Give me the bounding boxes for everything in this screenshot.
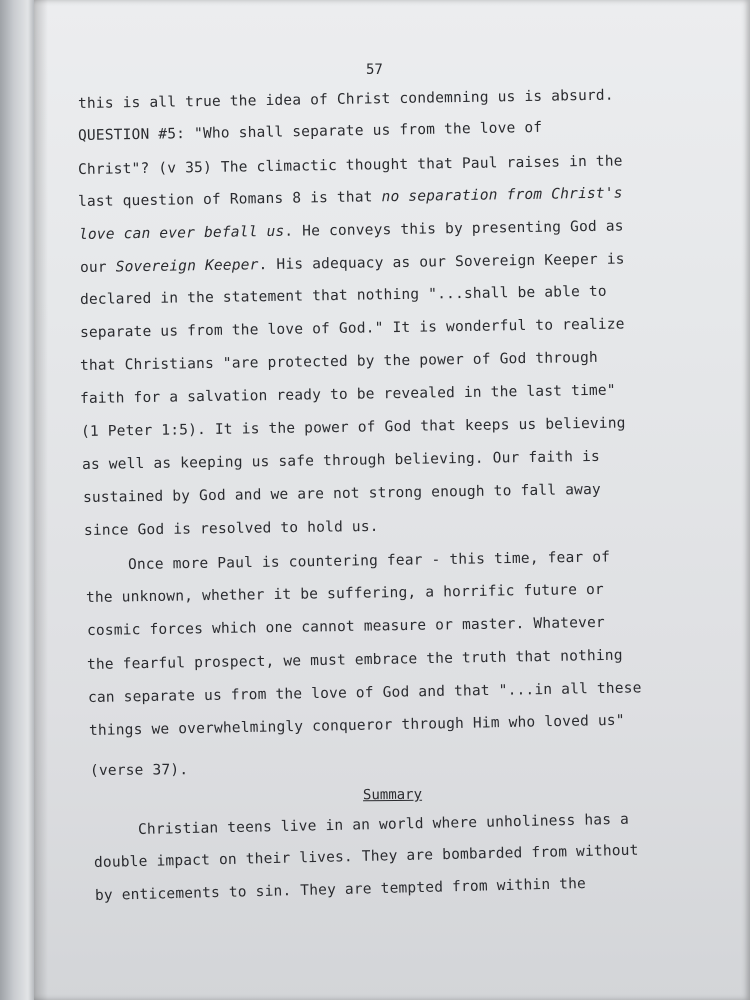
page-number: 57	[366, 62, 383, 78]
text-line	[90, 762, 188, 779]
text-line	[84, 519, 379, 539]
text-line	[78, 88, 614, 112]
text-run: Once more Paul is countering fear - this time, fear of	[127, 549, 611, 573]
text-run: QUESTION #5: "Who shall separate us from the love of	[77, 119, 543, 144]
text-run: sustained by God and we are not strong enough to fall away	[82, 481, 601, 506]
text-run: the fearful prospect, we must embrace the truth that nothing	[86, 647, 623, 673]
text-run: as well as keeping us safe through believing. Our faith is	[81, 448, 600, 473]
italic-text-run: Sovereign Keeper	[115, 257, 259, 276]
text-line	[87, 648, 623, 673]
text-line	[78, 185, 623, 210]
text-line	[86, 582, 604, 606]
body-text	[34, 0, 750, 1000]
document-page	[34, 0, 750, 1000]
italic-text-run: no separation from Christ's	[381, 185, 623, 206]
text-line	[88, 680, 642, 706]
text-line	[138, 812, 629, 838]
text-line	[78, 120, 543, 144]
text-line	[80, 251, 625, 276]
text-run: double impact on their lives. They are bombarded from without	[93, 842, 639, 871]
text-run: (verse 37).	[89, 762, 189, 779]
text-run: Christian teens live in an world where unholiness has a	[137, 811, 630, 838]
text-run: cosmic forces which one cannot measure or master. Whatever	[86, 614, 605, 639]
text-run: (1 Peter 1:5). It is the power of God that keeps us believing	[80, 415, 626, 440]
text-run: the unknown, whether it be suffering, a horrific future or	[85, 581, 604, 606]
text-run: separate us from the love of God." It is wonderful to realize	[79, 316, 625, 341]
text-line	[128, 549, 610, 573]
text-line	[80, 284, 607, 308]
text-run: our	[79, 259, 116, 276]
text-run: . His adequacy as our Sovereign Keeper is	[258, 251, 625, 274]
text-line	[95, 876, 586, 904]
text-line	[80, 350, 598, 374]
text-line	[79, 218, 624, 243]
text-line	[94, 843, 639, 871]
text-run: declared in the statement that nothing "...shall be able to	[79, 283, 607, 308]
text-run: Christ"? (v 35) The climactic thought that Paul raises in the	[77, 153, 623, 178]
text-run: this is all true the idea of Christ condemning us is absurd.	[77, 87, 614, 112]
text-line	[78, 153, 623, 178]
text-run: since God is resolved to hold us.	[83, 518, 379, 539]
text-run: that Christians "are protected by the power of God through	[79, 349, 598, 374]
text-run: . He conveys this by presenting God as	[284, 218, 624, 240]
text-line	[81, 415, 626, 440]
text-line	[83, 482, 601, 506]
text-line	[82, 449, 600, 473]
text-line	[80, 316, 625, 341]
section-heading-summary: Summary	[362, 786, 423, 804]
text-run: can separate us from the love of God and that "...in all these	[87, 680, 642, 706]
previous-page-edge	[0, 0, 34, 1000]
text-run: faith for a salvation ready to be revealed in the last time"	[79, 382, 616, 407]
italic-text-run: love can ever befall us	[78, 223, 285, 243]
text-run: things we overwhelmingly conqueror through Him who loved us"	[88, 712, 625, 739]
text-line	[80, 383, 616, 407]
text-line	[87, 615, 605, 639]
text-run: last question of Romans 8 is that	[77, 189, 382, 210]
text-run: by enticements to sin. They are tempted from within the	[94, 876, 587, 904]
text-line	[89, 713, 625, 739]
